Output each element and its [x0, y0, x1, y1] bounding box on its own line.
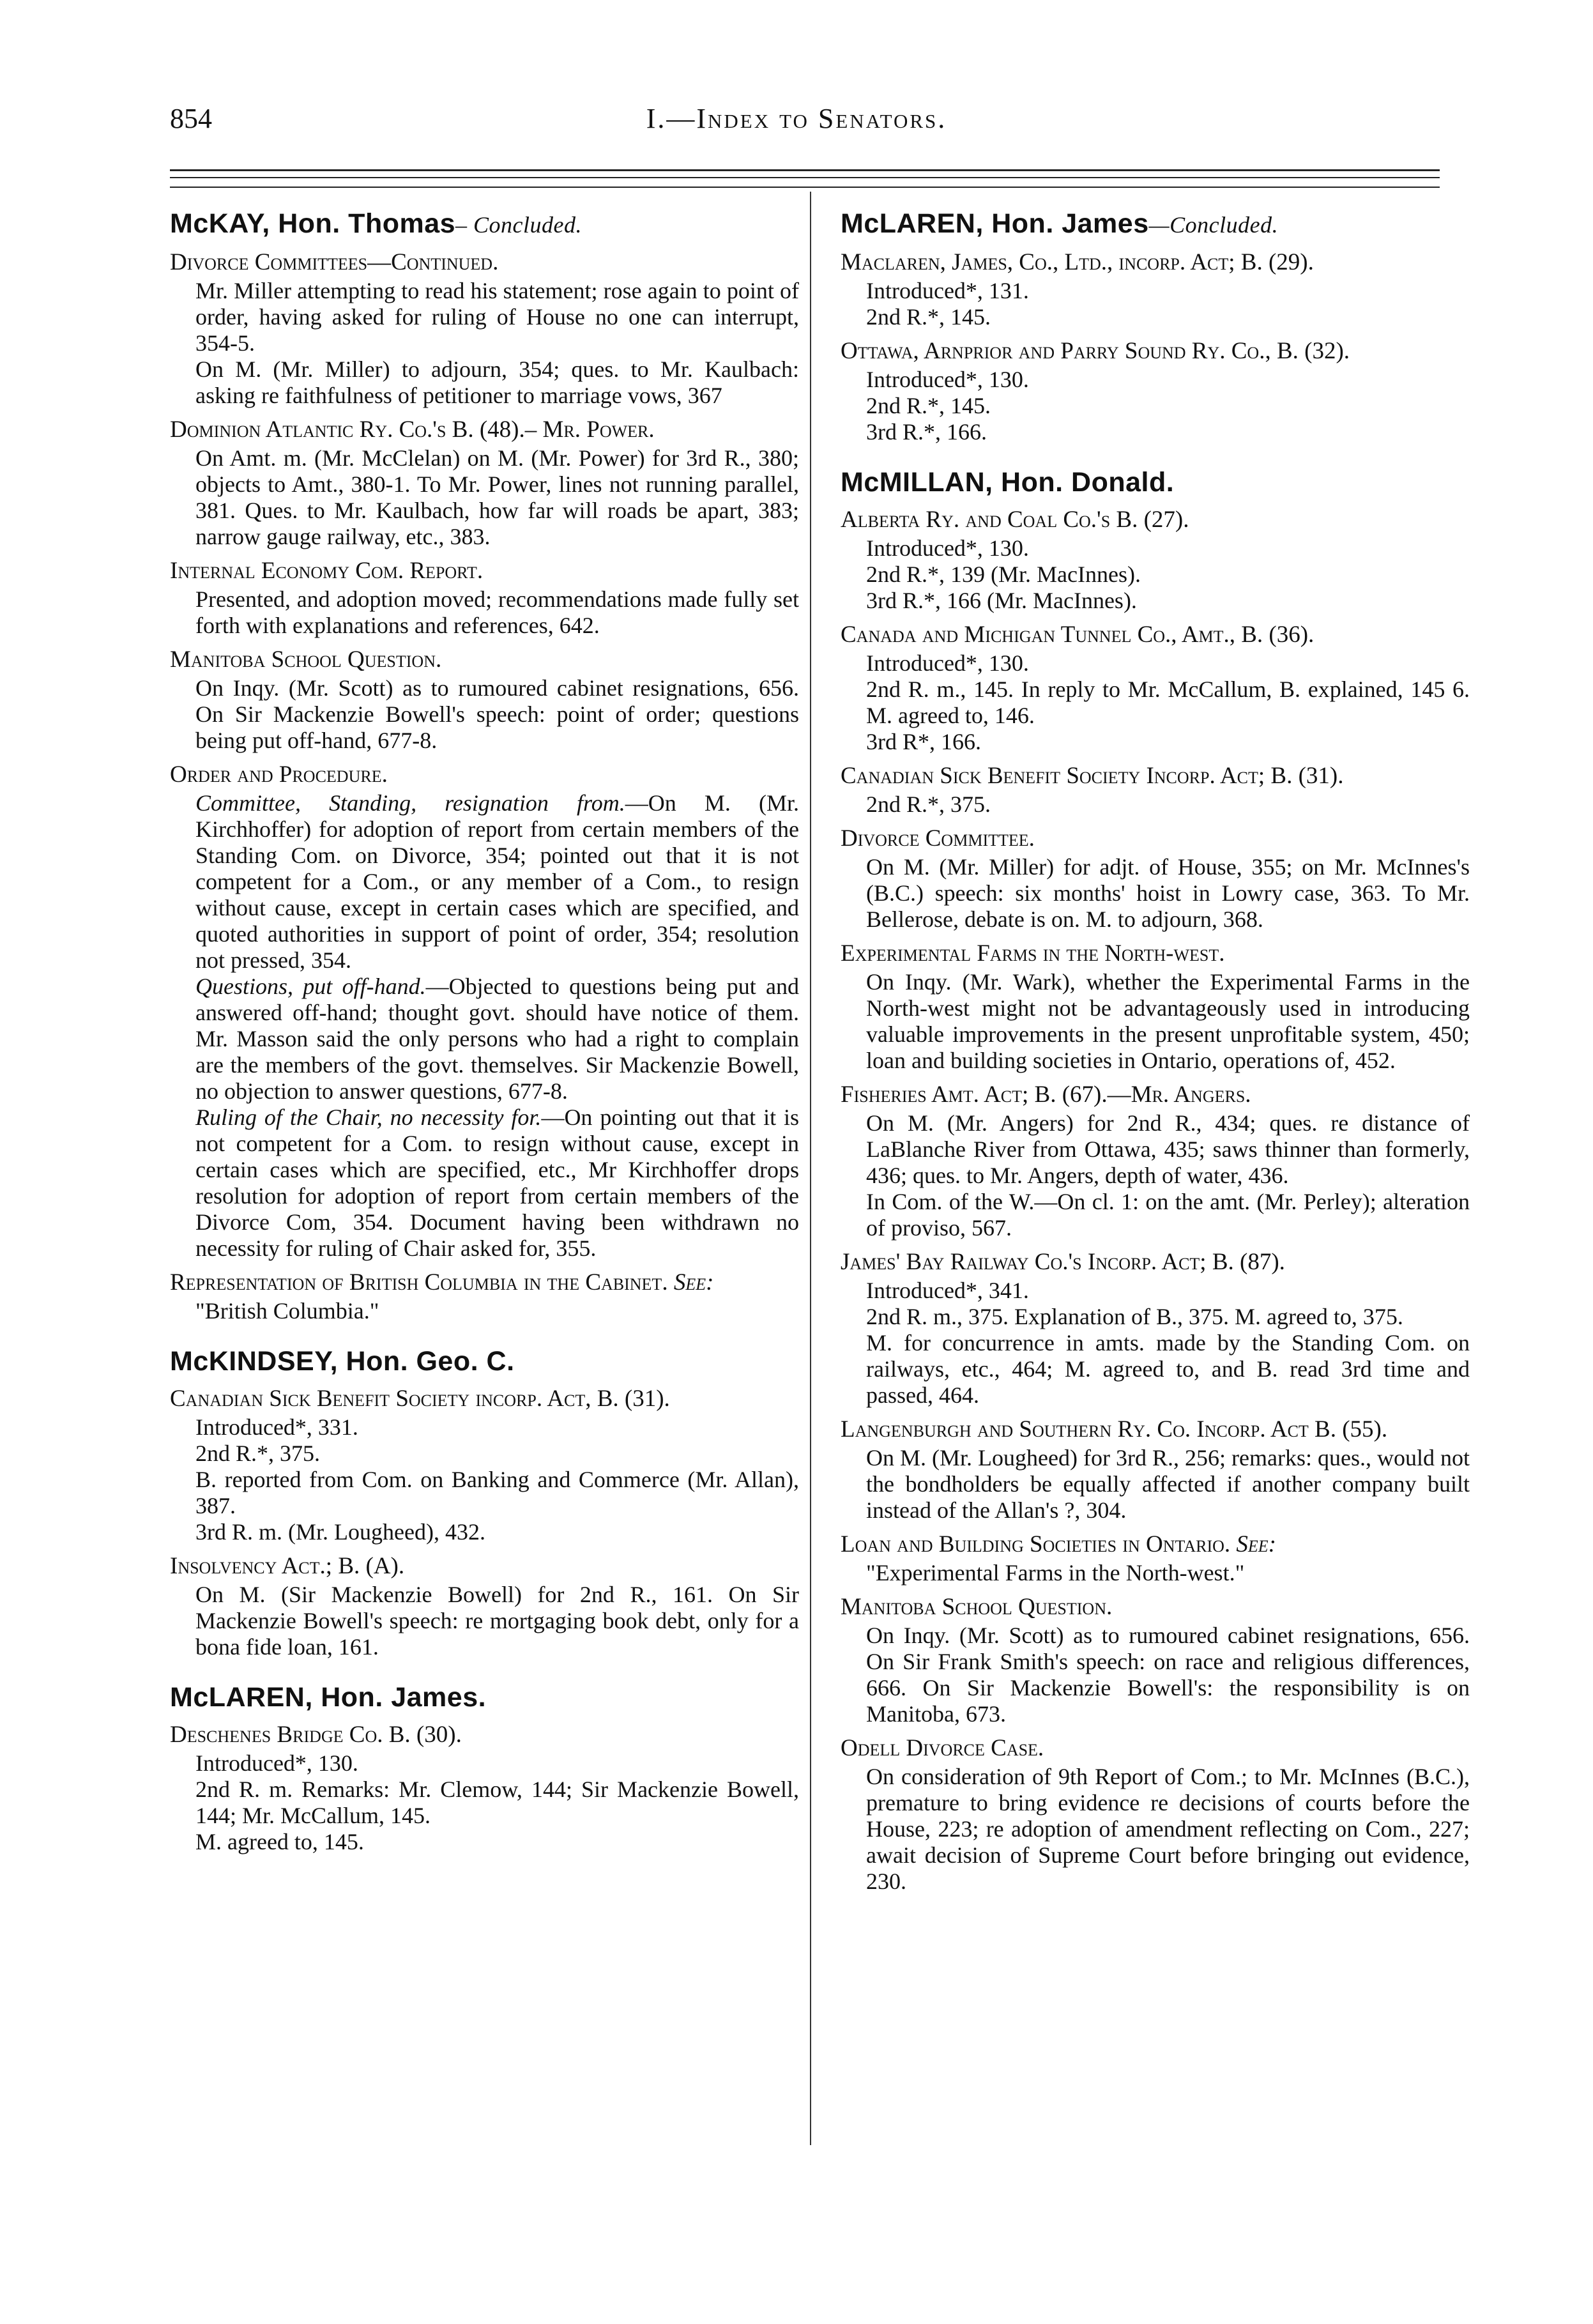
entry-topic: Questions, put off-hand. — [195, 974, 426, 999]
section-heading: Canadian Sick Benefit Society incorp. Act, B. (31). — [170, 1386, 670, 1412]
senator-heading: McMILLAN, Hon. Donald. — [841, 467, 1175, 498]
senator-name: McKAY, Hon. Thomas — [170, 208, 456, 239]
index-entry: "Experimental Farms in the North-west." — [866, 1560, 1245, 1586]
entry-text: —On pointing out that it is not competent for a Com. to resign without cause, except in certain cases which are specified, etc., Mr Kirchhoffer drops resolution for adoption of report from certain members of the Divorce Com, 354. Document having been withdrawn no necessity for ruling of Chair asked for, 355. — [195, 1105, 799, 1261]
senator-heading: McKINDSEY, Hon. Geo. C. — [170, 1346, 515, 1377]
header-rule — [170, 177, 1440, 178]
see-reference: See: — [1236, 1531, 1276, 1557]
index-entry — [195, 974, 799, 1105]
index-entry: 2nd R.*, 145. — [866, 304, 991, 330]
section-heading-text: Loan and Building Societies in Ontario. — [841, 1531, 1231, 1557]
index-entry: 3rd R*, 166. — [866, 729, 981, 754]
index-entry: On Inqy. (Mr. Scott) as to rumoured cabinet resignations, 656. On Sir Frank Smith's speech: on race and religious differences, 666. On Sir Mackenzie Bowell's: the responsibility is on Manitoba, 673. — [866, 1623, 1470, 1727]
entry-text: —Objected to questions being put and answered off-hand; thought govt. should have notice of them. Mr. Masson said the only persons who had a right to complain are the members of the govt. themselves. Sir Mackenzie Bowell, no objection to answer questions, 677-8. — [195, 974, 799, 1104]
page-number: 854 — [170, 103, 212, 134]
index-entry: Introduced*, 130. — [195, 1750, 358, 1776]
index-entry: Mr. Miller attempting to read his statement; rose again to point of order, having asked for ruling of House no one can interrupt, 354-5. — [195, 278, 799, 356]
index-entry: In Com. of the W.—On cl. 1: on the amt. (Mr. Perley); alteration of proviso, 567. — [866, 1189, 1470, 1241]
section-heading: Canada and Michigan Tunnel Co., Amt., B. (36). — [841, 622, 1315, 648]
index-entry: On M. (Sir Mackenzie Bowell) for 2nd R., 161. On Sir Mackenzie Bowell's speech: re mortgaging book debt, only for a bona fide loan, 161. — [195, 1582, 799, 1660]
index-entry: Introduced*, 130. — [866, 650, 1029, 676]
index-entry: 3rd R. m. (Mr. Lougheed), 432. — [195, 1519, 485, 1545]
senator-name: McLAREN, Hon. James — [841, 208, 1149, 239]
concluded-note: —Concluded. — [1148, 212, 1279, 238]
section-heading: Insolvency Act.; B. (A). — [170, 1553, 405, 1579]
section-heading: James' Bay Railway Co.'s Incorp. Act; B. (87). — [841, 1249, 1285, 1275]
section-heading: Langenburgh and Southern Ry. Co. Incorp. Act B. (55). — [841, 1416, 1388, 1442]
section-heading: Experimental Farms in the North-west. — [841, 940, 1225, 967]
section-heading: Canadian Sick Benefit Society Incorp. Act; B. (31). — [841, 763, 1344, 789]
section-heading: Manitoba School Question. — [170, 646, 442, 673]
see-reference: See: — [673, 1269, 714, 1296]
section-heading: Fisheries Amt. Act; B. (67).—Mr. Angers. — [841, 1082, 1251, 1108]
section-heading: Internal Economy Com. Report. — [170, 558, 484, 584]
index-entry: On M. (Mr. Angers) for 2nd R., 434; ques. re distance of LaBlanche River from Ottawa, 435; saws thinner than formerly, 436; ques. to Mr. Angers, depth of water, 436. — [866, 1110, 1470, 1188]
header-rule — [170, 187, 1440, 188]
header-rule — [170, 169, 1440, 171]
index-entry: Introduced*, 130. — [866, 535, 1029, 561]
index-entry: 2nd R.*, 139 (Mr. MacInnes). — [866, 562, 1141, 587]
section-heading: Divorce Committee. — [841, 825, 1035, 852]
index-entry — [195, 790, 799, 974]
index-entry: M. for concurrence in amts. made by the Standing Com. on railways, etc., 464; M. agreed to, and B. read 3rd time and passed, 464. — [866, 1330, 1470, 1408]
entry-topic: Committee, Standing, resignation from. — [195, 790, 625, 816]
section-heading: Order and Procedure. — [170, 761, 388, 788]
section-heading: Dominion Atlantic Ry. Co.'s B. (48).– Mr. Power. — [170, 417, 655, 443]
concluded-note: – Concluded. — [455, 212, 583, 238]
index-entry: 2nd R. m. Remarks: Mr. Clemow, 144; Sir Mackenzie Bowell, 144; Mr. McCallum, 145. — [195, 1777, 799, 1828]
left-column — [170, 203, 799, 1855]
section-heading: Maclaren, James, Co., Ltd., incorp. Act; B. (29). — [841, 249, 1314, 275]
index-entry: 3rd R.*, 166. — [866, 419, 987, 445]
section-heading — [841, 1531, 1470, 1557]
index-entry: 2nd R.*, 145. — [866, 393, 991, 418]
index-entry: On consideration of 9th Report of Com.; to Mr. McInnes (B.C.), premature to bring evidence re decisions of courts before the House, 223; re adoption of amendment reflecting on Com., 227; await decision of Supreme Court before bringing out evidence, 230. — [866, 1764, 1470, 1894]
index-entry: "British Columbia." — [195, 1298, 379, 1324]
index-entry: 2nd R.*, 375. — [195, 1441, 321, 1466]
section-heading — [170, 1269, 799, 1296]
section-heading-text: Representation of British Columbia in the Cabinet. — [170, 1269, 668, 1296]
entry-text: —On M. (Mr. Kirchhoffer) for adoption of report from certain members of the Standing Com. on Divorce, 354; pointed out that it is not competent for a Com., or any member of a Com., to resign without cause, except in certain cases which are specified, and quoted authorities in support of point of order, 354; resolution not pressed, 354. — [195, 790, 799, 973]
index-entry: On Amt. m. (Mr. McClelan) on M. (Mr. Power) for 3rd R., 380; objects to Amt., 380-1. To Mr. Power, lines not running parallel, 381. Ques. to Mr. Kaulbach, how far will roads be apart, 383; narrow gauge railway, etc., 383. — [195, 445, 799, 549]
section-heading: Alberta Ry. and Coal Co.'s B. (27). — [841, 507, 1189, 533]
index-entry: On Inqy. (Mr. Wark), whether the Experimental Farms in the North-west might not be advantageously used in introducing valuable improvements in the present unprofitable system, 450; loan and building societies in Ontario, operations of, 452. — [866, 969, 1470, 1073]
index-entry: Introduced*, 331. — [195, 1414, 358, 1440]
section-heading: Odell Divorce Case. — [841, 1735, 1044, 1761]
entry-topic: Ruling of the Chair, no necessity for. — [195, 1105, 542, 1130]
index-entry: Introduced*, 130. — [866, 367, 1029, 392]
index-entry: On Inqy. (Mr. Scott) as to rumoured cabinet resignations, 656. On Sir Mackenzie Bowell's speech: point of order; questions being put off-hand, 677-8. — [195, 675, 799, 753]
section-heading: Divorce Committees—Continued. — [170, 249, 499, 275]
index-entry: On M. (Mr. Miller) to adjourn, 354; ques. to Mr. Kaulbach: asking re faithfulness of petitioner to marriage vows, 367 — [195, 356, 799, 408]
index-entry: Presented, and adoption moved; recommendations made fully set forth with explanations and references, 642. — [195, 586, 799, 638]
index-entry: 3rd R.*, 166 (Mr. MacInnes). — [866, 588, 1137, 613]
index-entry: M. agreed to, 145. — [195, 1829, 364, 1854]
index-entry: 2nd R.*, 375. — [866, 791, 991, 817]
senator-heading — [170, 207, 799, 241]
running-title: I.—Index to Senators. — [646, 103, 947, 134]
section-heading: Deschenes Bridge Co. B. (30). — [170, 1722, 462, 1748]
section-heading: Ottawa, Arnprior and Parry Sound Ry. Co., B. (32). — [841, 338, 1350, 364]
index-entry: On M. (Mr. Miller) for adjt. of House, 355; on Mr. McInnes's (B.C.) speech: six months' hoist in Lowry case, 363. To Mr. Bellerose, debate is on. M. to adjourn, 368. — [866, 854, 1470, 932]
index-entry: Introduced*, 131. — [866, 278, 1029, 303]
index-entry: 2nd R. m., 375. Explanation of B., 375. M. agreed to, 375. — [866, 1304, 1403, 1329]
column-divider — [810, 192, 811, 2145]
index-entry: On M. (Mr. Lougheed) for 3rd R., 256; remarks: ques., would not the bondholders be equally affected if another company built instead of the Allan's ?, 304. — [866, 1445, 1470, 1523]
senator-heading: McLAREN, Hon. James. — [170, 1682, 487, 1713]
section-heading: Manitoba School Question. — [841, 1594, 1113, 1620]
index-entry: 2nd R. m., 145. In reply to Mr. McCallum, B. explained, 145 6. M. agreed to, 146. — [866, 677, 1470, 728]
index-entry: B. reported from Com. on Banking and Commerce (Mr. Allan), 387. — [195, 1467, 799, 1518]
index-entry: Introduced*, 341. — [866, 1278, 1029, 1303]
index-entry — [195, 1105, 799, 1262]
right-column — [841, 203, 1470, 1895]
senator-heading — [841, 207, 1470, 241]
